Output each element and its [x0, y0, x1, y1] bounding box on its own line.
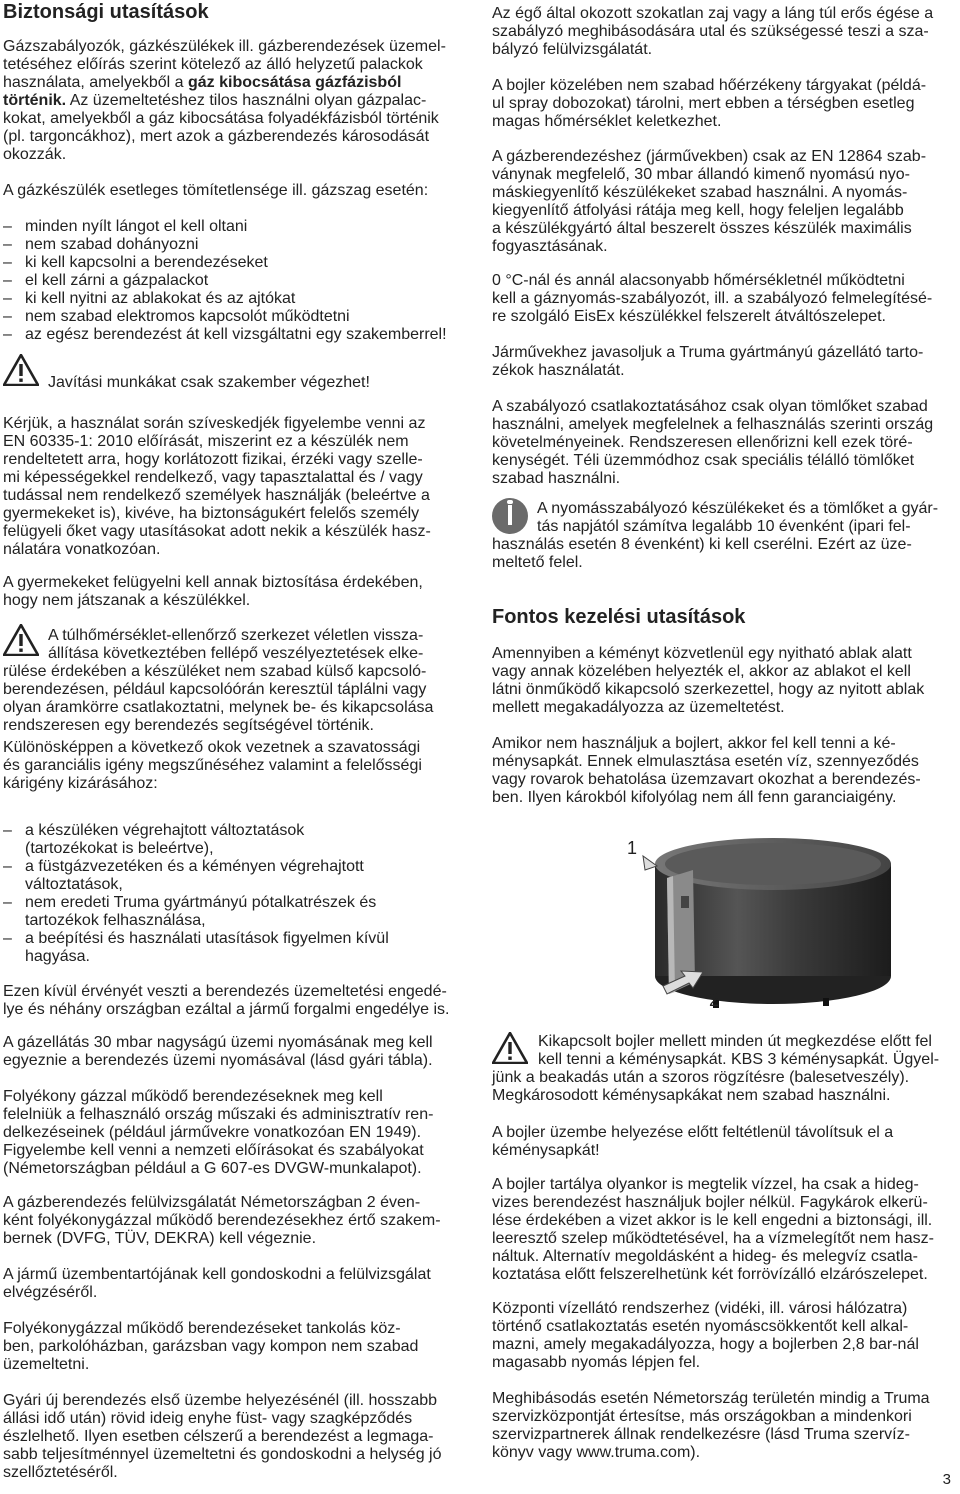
gas-leak-heading: A gázkészülék esetleges tömítetlensége ill. gázszag esetén: [3, 182, 429, 199]
text-line: Járművekhez javasoljuk a Truma gyártmányú gázellátó tarto- [492, 344, 924, 361]
window-paragraph [492, 645, 955, 717]
text-line: hogy nem játszanak a készülékkel. [3, 592, 251, 609]
text-line: elvégzéséről. [3, 1284, 98, 1301]
text-line: használás esetén 8 évenként) ki kell cserélni. Ezért az üze- [492, 536, 912, 553]
text-line: szervizpartnerek állnak rendelkezésre (lásd Truma szervíz- [492, 1426, 910, 1443]
text-line: tudással nem rendelkező személyek használják (beleértve a [3, 487, 430, 504]
text-line: Gyári új berendezés első üzembe helyezésénél (ill. hosszabb [3, 1392, 438, 1409]
text-line: lye és néhány országban ezáltal a jármű forgalmi engedélye is. [3, 1001, 450, 1018]
text-line: gyermekeket is), kivéve, ha biztonságukért felelős személy [3, 505, 420, 522]
text-line: sabb teljesítménnyel üzemeltetni és gondoskodni a helység jó [3, 1446, 442, 1463]
list-item: változtatások, [25, 876, 123, 893]
list-item: – minden nyílt lángot el kell oltani [3, 218, 470, 236]
repair-warning: Javítási munkákat csak szakember végezhet! [48, 374, 370, 391]
text-line: használni, amelyek megfelelnek a felhasználás szerinti ország [492, 416, 934, 433]
list-item: – nem eredeti Truma gyártmányú pótalkatrészek és [3, 894, 470, 912]
boiler-cap-illustration [623, 826, 908, 1014]
text-line: rendeltetett arra, hogy korlátozott fizikai, érzéki vagy szelle- [3, 451, 423, 468]
text-line: kenységét. Téli üzemmódhoz csak speciális télálló tömlőket [492, 452, 915, 469]
list-item: (tartozékokat is beleértve), [25, 840, 214, 857]
text-line: rendszeresen egy berendezés segítségével történik. [3, 717, 374, 734]
pressure-reducer-paragraph [492, 1300, 955, 1372]
text-line: magasabb nyomás lépjen fel. [492, 1354, 701, 1371]
text-line: Kikapcsolt bojler mellett minden út megkezdése előtt fel [538, 1033, 932, 1050]
text-line: használata, amelyekből a gáz kibocsátása gázfázisból [3, 74, 402, 91]
overheat-warning [3, 627, 470, 735]
text-line: magas hőmérséklet keletkezhet. [492, 113, 722, 130]
text-line: lése érdekében a vizet akkor is le kell engedni a biztonsági, ill. [492, 1212, 933, 1229]
text-line: szellőztetéséről. [3, 1464, 118, 1481]
text-line: vagy annak közelében helyezték el, akkor az ablakot el kell [492, 663, 911, 680]
text-line: állítása következtében fellépő veszélyeztetések elke- [48, 645, 424, 662]
text-line: re szolgáló EisEx készülékkel felszerelt átváltószelepet. [492, 308, 886, 325]
approval-paragraph [3, 983, 470, 1019]
heat-sensitive-paragraph [492, 77, 955, 131]
text-line: Folyékony gázzal működő berendezéseknek meg kell [3, 1088, 383, 1105]
text-line: A jármű üzembentartójának kell gondoskodni a felülvizsgálat [3, 1266, 431, 1283]
list-item: – az egész berendezést át kell vizsgáltatni egy szakemberrel! [3, 326, 470, 344]
text-line: (pl. targoncákhoz), mert azok a gázberendezés károsodását [3, 128, 430, 145]
noise-paragraph [492, 5, 955, 59]
first-use-paragraph [3, 1392, 470, 1482]
text-line: berendezésen, például kapcsolóórán keresztül táplálni vagy [3, 681, 427, 698]
text-line: A gázellátás 30 mbar nagyságú üzemi nyomásának meg kell [3, 1034, 433, 1051]
text-line: koztatása előtt felszerelhetünk két forrövízálló elzárószelepet. [492, 1266, 928, 1283]
service-paragraph [492, 1390, 955, 1462]
owner-paragraph [3, 1266, 470, 1302]
text-line: állási idő után) rövid ideig enyhe füst- vagy szagképződés [3, 1410, 413, 1427]
list-item: tartozékok felhasználása, [25, 912, 206, 929]
text-line: ben, parkolóházban, garázsban vagy kompon nem szabad [3, 1338, 419, 1355]
figure-label-2: 2 [709, 990, 720, 1010]
figure-label-1: 1 [627, 838, 638, 858]
text-line: észlelhető. Ilyen esetben célszerű a berendezést a legmaga- [3, 1428, 434, 1445]
warning-icon [3, 354, 39, 386]
text-line: A gyermekeket felügyelni kell annak biztosítása érdekében, [3, 574, 423, 591]
text-line: Amennyiben a kéményt közvetlenül egy nyitható ablak alatt [492, 645, 912, 662]
text-line: kéménysapkát! [492, 1142, 600, 1159]
text-line: szabad használni. [492, 470, 621, 487]
accessories-paragraph [492, 344, 955, 380]
cap-warning [492, 1033, 955, 1105]
text-line: kárigény kizárásához: [3, 775, 158, 792]
text-line: ul spray dobozokat) tárolni, mert ebben a térségben esetleg [492, 95, 915, 112]
text-line: könyv vagy www.truma.com). [492, 1444, 701, 1461]
text-line: nálatára vonatkozóan. [3, 541, 161, 558]
text-line: olyan áramkörre csatlakoztatni, melynek be- és kikapcsolása [3, 699, 434, 716]
list-item: – a készüléken végrehajtott változtatások [3, 822, 470, 840]
text-line: Kérjük, a használat során szíveskedjék figyelembe venni az [3, 415, 426, 432]
warranty-paragraph [3, 739, 470, 793]
text-line: követelményeinek. Rendszeresen ellenőrizni kell ezek töré- [492, 434, 913, 451]
text-line: mellett megakadályozza az üzemeltetést. [492, 699, 785, 716]
text-line: zékok használatát. [492, 362, 625, 379]
text-line: náltuk. Alternatív megoldásként a hideg- és melegvíz csatla- [492, 1248, 918, 1265]
text-line: látni önműködő kikapcsoló szerkezettel, hogy az nyitott ablak [492, 681, 925, 698]
text-line: EN 60335-1: 2010 előírását, miszerint ez a készülék nem [3, 433, 409, 450]
text-line: fogyasztásának. [492, 238, 608, 255]
list-item: – nem szabad dohányozni [3, 236, 470, 254]
text-line: Folyékonygázzal működő berendezéseket tankolás köz- [3, 1320, 401, 1337]
intro-paragraph [3, 38, 470, 164]
text-line: kell a gáznyomás-szabályozót, ill. a szabályozó felmelegítésé- [492, 290, 933, 307]
text-line: ben. Ilyen károkból kifolyólag nem áll fenn garanciaigény. [492, 789, 897, 806]
refuel-paragraph [3, 1320, 470, 1374]
text-line: A bojler tartálya olyankor is megtelik vízzel, ha csak a hideg- [492, 1176, 919, 1193]
pressure-paragraph [3, 1034, 470, 1070]
text-line: Különösképpen a következő okok vezetnek a szavatossági [3, 739, 421, 756]
text-line: a készülékgyártó által beszerelt összes készülék maximális [492, 220, 912, 237]
warranty-list [3, 822, 470, 966]
children-paragraph [3, 574, 470, 610]
text-line: leeresztő szelep működtetésével, ha a vízmelegítőt nem hasz- [492, 1230, 934, 1247]
text-line: üzemeltetni. [3, 1356, 90, 1373]
text-line: delkezéseinek (például járművekre vonatkozóan EN 1949). [3, 1124, 422, 1141]
text-line: bernek (DVFG, TÜV, DEKRA) kell végeznie. [3, 1230, 317, 1247]
text-line: és garanciális igény megszűnéséhez valamint a felelősségi [3, 757, 422, 774]
inspection-paragraph [3, 1194, 470, 1248]
text-line: Gázszabályozók, gázkészülékek ill. gázberendezések üzemel- [3, 38, 446, 55]
text-line: A gázberendezés felülvizsgálatát Németországban 2 éven- [3, 1194, 421, 1211]
replacement-info [492, 500, 955, 572]
regulations-paragraph [3, 1088, 470, 1178]
text-line: szervizközpontját értesítse, más országokban a mindenkori [492, 1408, 912, 1425]
text-line: meltető felel. [492, 554, 583, 571]
text-line: 0 °C-nál és annál alacsonyabb hőmérsékletnél működtetni [492, 272, 905, 289]
text-line: Figyelembe kell venni a nemzeti előírásokat és szabályokat [3, 1142, 424, 1159]
text-line: A túlhőmérséklet-ellenőrző szerkezet véletlen vissza- [48, 627, 424, 644]
text-line: (Németországban például a G 607-es DVGW-munkalapot). [3, 1160, 422, 1177]
list-item: – ki kell kapcsolni a berendezéseket [3, 254, 470, 272]
en60335-paragraph [3, 415, 470, 559]
low-temp-paragraph [492, 272, 955, 326]
page-title: Biztonsági utasítások [3, 1, 209, 23]
text-line: Központi vízellátó rendszerhez (vidéki, ill. városi hálózatra) [492, 1300, 908, 1317]
text-line: felügyeli őket vagy utasításokat adott nekik a készülék hasz- [3, 523, 431, 540]
text-line: szabályzó meghibásodására utal és szükségessé teszi a sza- [492, 23, 929, 40]
text-line: tás napjától számítva legalább 10 évenként (ipari fel- [537, 518, 911, 535]
text-line: jünk a beakadás után a szoros rögzítésre (balesetveszély). [492, 1069, 910, 1086]
text-line: mazni, amely megakadályozza, hogy a bojlerben 2,8 bar-nál [492, 1336, 919, 1353]
text-line: Az égő által okozott szokatlan zaj vagy a láng túl erős égése a [492, 5, 934, 22]
text-line: ként folyékonygázzal működő berendezésekhez értő szakem- [3, 1212, 441, 1229]
remove-cap-paragraph [492, 1124, 955, 1160]
text-line: történő csatlakoztatás esetén nyomáscsökkentőt kell alkal- [492, 1318, 909, 1335]
text-line: máskiegyenlítő készülékeket szabad használni. A nyomás- [492, 184, 908, 201]
page-number: 3 [942, 1471, 951, 1488]
list-item: – a beépítési és használati utasítások figyelmen kívül [3, 930, 470, 948]
text-line: tetéséhez előírás szerint kötelező az álló helyzetű palackok [3, 56, 423, 73]
text-line: A nyomásszabályozó készülékeket és a tömlőket a gyár- [537, 500, 939, 517]
text-line: ványnak megfelelő, 30 mbar állandó kimenő nyomású nyo- [492, 166, 911, 183]
gas-leak-list [3, 218, 470, 344]
text-line: okozzák. [3, 146, 67, 163]
text-line: Amikor nem használjuk a bojlert, akkor fel kell tenni a ké- [492, 735, 896, 752]
text-line: egyeznie a berendezés üzemi nyomásával (lásd gyári tábla). [3, 1052, 433, 1069]
text-line: Megkárosodott kéménysapkákat nem szabad használni. [492, 1087, 891, 1104]
text-line: rülése érdekében a készüléket nem szabad külső kapcsoló- [3, 663, 427, 680]
text-line: történik. Az üzemeltetéshez tilos használni olyan gázpalac- [3, 92, 427, 109]
text-line: A bojler közelében nem szabad hőérzékeny tárgyakat (példá- [492, 77, 927, 94]
text-line: kiegyenlítő átfolyási rátája meg kell, hogy feleljen legalább [492, 202, 904, 219]
text-line: ménysapkát. Ennek elmulasztása esetén víz, szennyeződés [492, 753, 919, 770]
text-line: kell tenni a kéménysapkát. KBS 3 kéménysapkát. Ügyel- [538, 1051, 940, 1068]
text-line: bályzó felülvizsgálatát. [492, 41, 653, 58]
list-item: hagyása. [25, 948, 90, 965]
chimney-cap-paragraph [492, 735, 955, 807]
text-line: mi képességekkel rendelkező, vagy tapasztalattal és / vagy [3, 469, 423, 486]
text-line: Meghibásodás esetén Németország területén mindig a Truma [492, 1390, 930, 1407]
list-item: – a füstgázvezetéken és a kéményen végrehajtott [3, 858, 470, 876]
text-line: felelniük a felhasználó ország műszaki és adminisztratív ren- [3, 1106, 434, 1123]
text-line: kokat, amelyekből a gáz kibocsátása folyadékfázisból történik [3, 110, 439, 127]
text-line: vizes berendezést használjuk bojler nélkül. Fagykárok elkerü- [492, 1194, 928, 1211]
usage-title: Fontos kezelési utasítások [492, 606, 746, 628]
hoses-paragraph [492, 398, 955, 488]
list-item: – ki kell nyitni az ablakokat és az ajtókat [3, 290, 470, 308]
list-item: – nem szabad elektromos kapcsolót működtetni [3, 308, 470, 326]
frost-paragraph [492, 1176, 955, 1284]
text-line: A szabályozó csatlakoztatásához csak olyan tömlőket szabad [492, 398, 928, 415]
text-line: A gázberendezéshez (járművekben) csak az EN 12864 szab- [492, 148, 927, 165]
list-item: – el kell zárni a gázpalackot [3, 272, 470, 290]
text-line: vagy rovarok behatolása üzemzavart okozhat a berendezés- [492, 771, 921, 788]
text-line: A bojler üzembe helyezése előtt feltétlenül távolítsuk el a [492, 1124, 894, 1141]
regulator-paragraph [492, 148, 955, 256]
text-line: Ezen kívül érvényét veszti a berendezés üzemeltetési engedé- [3, 983, 447, 1000]
